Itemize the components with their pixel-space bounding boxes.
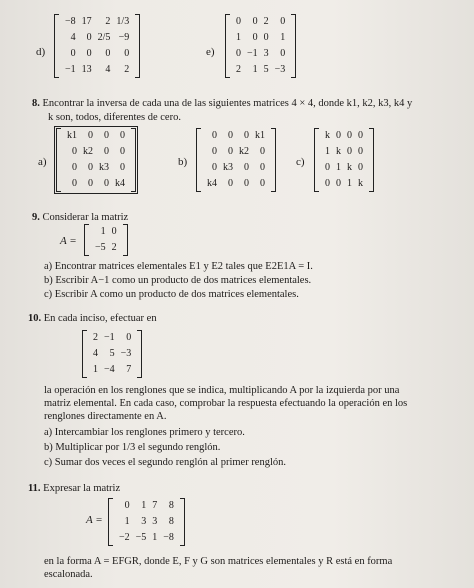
matrix-cell: 0 — [325, 162, 330, 173]
matrix-cell: 2 — [105, 16, 111, 27]
matrix-9 — [84, 224, 128, 256]
matrix-8a — [56, 128, 136, 192]
problem-9-number: 9. — [32, 212, 40, 223]
matrix-cell: 0 — [104, 130, 109, 141]
matrix-cell: 0 — [358, 146, 363, 157]
matrix-cell: 1 — [100, 226, 106, 237]
problem-10-para-3: renglones directamente en A. — [44, 411, 167, 422]
matrix-cell: 0 — [72, 162, 77, 173]
matrix-cell: 0 — [260, 146, 265, 157]
matrix-cell: 3 — [263, 48, 269, 59]
matrix-cell: 3 — [141, 516, 147, 527]
matrix-cell: 0 — [86, 32, 92, 43]
problem-8-statement: Encontrar la inversa de cada una de las siguientes matrices 4 × 4, donde k1, k2, k3, k4 y — [42, 98, 413, 109]
matrix-cell: 0 — [358, 162, 363, 173]
matrix-cell: 0 — [280, 48, 286, 59]
matrix-cell: −3 — [274, 64, 286, 75]
matrix-cell: 4 — [105, 64, 111, 75]
problem-11-number: 11. — [28, 483, 41, 494]
matrix-cell: 17 — [81, 16, 92, 27]
matrix-cell: k — [347, 162, 352, 173]
matrix-cell: −8 — [163, 532, 174, 543]
matrix-cell: 2 — [111, 242, 117, 253]
matrix-cell: 1 — [280, 32, 286, 43]
matrix-cell: 2 — [93, 332, 98, 343]
matrix-cell: 1 — [325, 146, 330, 157]
matrix-cell: 0 — [244, 162, 249, 173]
matrix-cell: k — [336, 146, 341, 157]
matrix-cell: 0 — [347, 146, 352, 157]
label-8b: b) — [178, 156, 188, 168]
problem-8-number: 8. — [32, 98, 40, 109]
label-7d: d) — [36, 46, 46, 58]
matrix-cell: k — [358, 178, 363, 189]
matrix-cell: 0 — [88, 178, 93, 189]
matrix-cell: k2 — [239, 146, 249, 157]
matrix-cell: 0 — [88, 130, 93, 141]
matrix-cell: 0 — [124, 500, 130, 511]
matrix-cell: 2 — [236, 64, 241, 75]
matrix-cell: 2 — [263, 16, 269, 27]
matrix-cell: 0 — [358, 130, 363, 141]
problem-9-item-b: b) Escribir A−1 como un producto de dos matrices elementales. — [44, 275, 312, 286]
problem-9-item-c: c) Escribir A como un producto de dos matrices elementales. — [44, 289, 299, 300]
matrix-cell: 0 — [105, 48, 111, 59]
matrix-cell: k3 — [99, 162, 109, 173]
matrix-cell: 2/5 — [97, 32, 111, 43]
matrix-cell: 1 — [141, 500, 147, 511]
matrix-cell: 1 — [152, 532, 158, 543]
matrix-cell: 0 — [244, 178, 249, 189]
problem-10-text — [28, 312, 157, 325]
matrix-cell: 0 — [228, 130, 233, 141]
matrix-cell: k4 — [207, 178, 217, 189]
problem-9-statement: Considerar la matriz — [42, 212, 129, 223]
matrix-cell: 0 — [88, 162, 93, 173]
problem-11-para-2: escalonada. — [44, 569, 93, 580]
matrix-cell: 0 — [124, 48, 130, 59]
matrix-cell: 2 — [124, 64, 130, 75]
matrix-cell: 0 — [228, 178, 233, 189]
matrix-cell: 8 — [168, 516, 174, 527]
matrix-cell: −4 — [104, 364, 115, 375]
matrix-cell: −1 — [104, 332, 115, 343]
problem-11-para-1: en la forma A = EFGR, donde E, F y G son matrices elementales y R está en forma — [44, 556, 393, 567]
problem-11-A-label: A = — [86, 514, 103, 526]
label-8a: a) — [38, 156, 47, 168]
matrix-cell: 0 — [120, 162, 125, 173]
matrix-cell: 4 — [93, 348, 98, 359]
matrix-cell: 0 — [212, 162, 217, 173]
matrix-cell: 0 — [126, 332, 132, 343]
matrix-cell: 8 — [168, 500, 174, 511]
matrix-cell: k1 — [67, 130, 77, 141]
matrix-7d — [54, 14, 140, 78]
problem-11-text — [28, 482, 120, 495]
matrix-cell: 0 — [70, 48, 76, 59]
matrix-cell: 4 — [70, 32, 76, 43]
matrix-cell: 1/3 — [116, 16, 130, 27]
matrix-cell: 1 — [347, 178, 352, 189]
matrix-cell: 0 — [120, 130, 125, 141]
matrix-cell: 1 — [252, 64, 258, 75]
problem-11-statement: Expresar la matriz — [43, 483, 121, 494]
matrix-cell: 3 — [152, 516, 158, 527]
problem-10-item-b: b) Multiplicar por 1/3 el segundo renglón. — [44, 442, 221, 453]
matrix-cell: 1 — [236, 32, 241, 43]
matrix-cell: k1 — [255, 130, 265, 141]
problem-9-A-label: A = — [60, 235, 77, 247]
problem-9-item-a: a) Encontrar matrices elementales E1 y E2 tales que E2E1A = I. — [44, 261, 313, 272]
problem-10-para-1: la operación en los renglones que se indica, multiplicando A por la izquierda por una — [44, 385, 400, 396]
matrix-cell: 0 — [236, 48, 241, 59]
matrix-8b — [196, 128, 276, 192]
matrix-cell: 0 — [336, 130, 341, 141]
matrix-cell: 0 — [263, 32, 269, 43]
problem-10-para-2: matriz elemental. En cada caso, comprobar la respuesta efectuando la operación en los — [44, 398, 408, 409]
matrix-cell: 0 — [280, 16, 286, 27]
matrix-cell: 0 — [244, 130, 249, 141]
matrix-cell: −5 — [135, 532, 147, 543]
problem-10-number: 10. — [28, 313, 42, 324]
matrix-cell: 0 — [228, 146, 233, 157]
matrix-11 — [108, 498, 185, 546]
matrix-10 — [82, 330, 142, 378]
matrix-cell: 0 — [72, 146, 77, 157]
matrix-cell: 0 — [236, 16, 241, 27]
problem-10-item-c: c) Sumar dos veces el segundo renglón al primer renglón. — [44, 457, 287, 468]
matrix-cell: 0 — [111, 226, 117, 237]
matrix-cell: 0 — [260, 162, 265, 173]
matrix-cell: 0 — [252, 32, 258, 43]
matrix-cell: 7 — [152, 500, 158, 511]
problem-10-item-a: a) Intercambiar los renglones primero y tercero. — [44, 427, 245, 438]
matrix-cell: k4 — [115, 178, 125, 189]
matrix-cell: 0 — [104, 146, 109, 157]
matrix-cell: 1 — [93, 364, 98, 375]
matrix-cell: 0 — [260, 178, 265, 189]
matrix-cell: −8 — [65, 16, 76, 27]
problem-8-text — [32, 97, 452, 110]
matrix-cell: −1 — [247, 48, 258, 59]
label-7e: e) — [206, 46, 215, 58]
matrix-cell: 0 — [347, 130, 352, 141]
matrix-cell: 5 — [109, 348, 115, 359]
matrix-cell: 0 — [212, 146, 217, 157]
problem-9-text — [32, 211, 128, 224]
matrix-cell: 1 — [124, 516, 130, 527]
matrix-cell: 0 — [104, 178, 109, 189]
label-8c: c) — [296, 156, 305, 168]
matrix-cell: −1 — [65, 64, 76, 75]
matrix-cell: −2 — [119, 532, 130, 543]
matrix-cell: k — [325, 130, 330, 141]
matrix-cell: 0 — [325, 178, 330, 189]
matrix-cell: 13 — [81, 64, 92, 75]
matrix-cell: −5 — [95, 242, 106, 253]
problem-8-statement-2: k son, todos, diferentes de cero. — [48, 112, 181, 123]
matrix-cell: 5 — [263, 64, 269, 75]
matrix-cell: k3 — [223, 162, 233, 173]
matrix-cell: −3 — [120, 348, 132, 359]
matrix-cell: 0 — [72, 178, 77, 189]
matrix-7e — [225, 14, 296, 78]
matrix-cell: 1 — [336, 162, 341, 173]
matrix-cell: 0 — [86, 48, 92, 59]
problem-10-statement: En cada inciso, efectuar en — [43, 313, 157, 324]
matrix-cell: 0 — [120, 146, 125, 157]
matrix-cell: 7 — [126, 364, 132, 375]
matrix-cell: k2 — [83, 146, 93, 157]
matrix-cell: 0 — [212, 130, 217, 141]
matrix-8c — [314, 128, 374, 192]
matrix-cell: 0 — [252, 16, 258, 27]
matrix-cell: 0 — [336, 178, 341, 189]
matrix-cell: −9 — [118, 32, 130, 43]
